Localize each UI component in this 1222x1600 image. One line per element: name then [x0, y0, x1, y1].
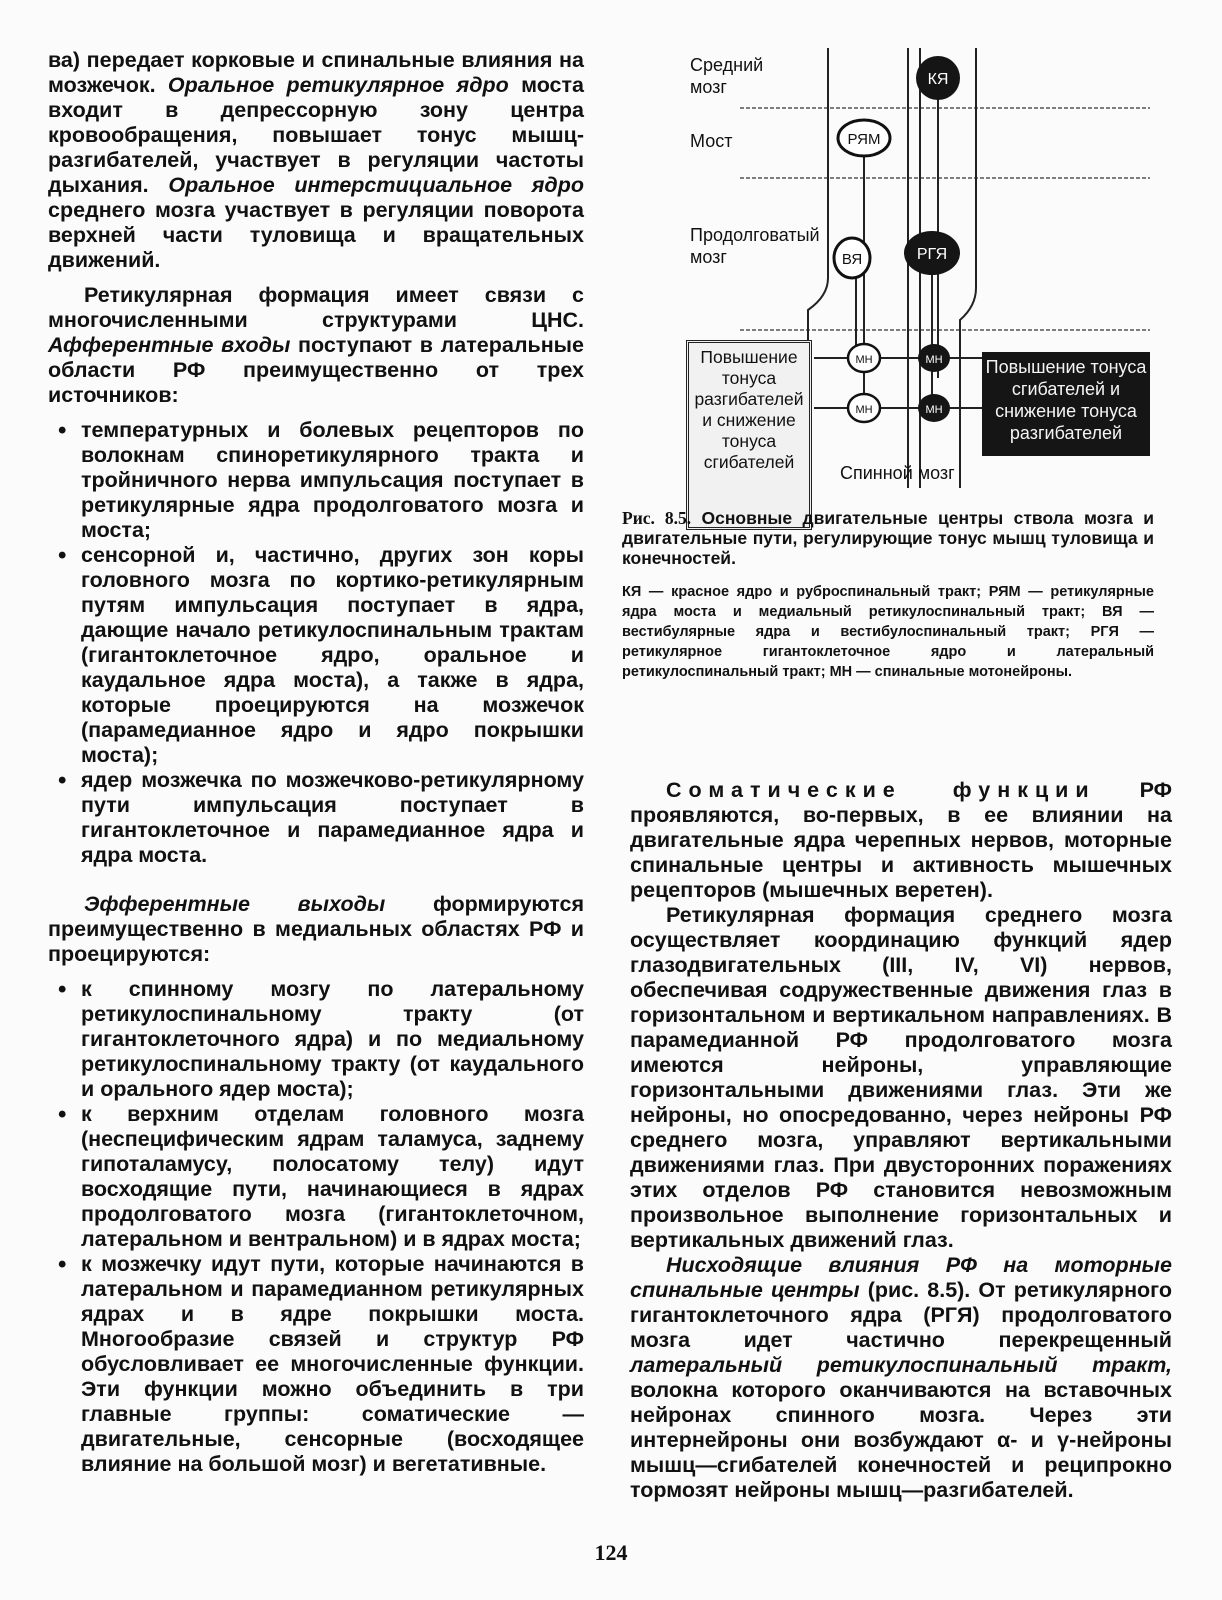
figure-legend: КЯ — красное ядро и руброспинальный тракт; РЯМ — ретикулярные ядра моста и медиальный ретикулоспинальный тракт; ВЯ — вестибулярные ядра и вестибулоспинальный тракт; РГЯ — ретикулярное гигантоклеточное ядро и латеральный ретикулоспинальный тракт; МН — спинальные мотонейроны. [622, 584, 1154, 680]
term: Оральное ретикулярное ядро [167, 73, 509, 97]
text: волокна которого оканчиваются на вставочных нейронах спинного мозга. Через эти интернейроны они возбуждают α- и γ-нейроны мышц—сгибателей конечностей и реципрокно тормозят нейроны мышц—разгибателей. [630, 1378, 1172, 1502]
mn-label: МН [855, 404, 873, 416]
term: Соматические функции [666, 778, 1096, 802]
effect-box-flexors: Повышение тонуса сгибателей и снижение тонуса разгибателей [982, 352, 1150, 456]
text: Ретикулярная формация имеет связи с многочисленными структурами ЦНС. [48, 283, 584, 332]
left-column [48, 48, 584, 1477]
paragraph [630, 1253, 1172, 1503]
text: поступают в латеральные области РФ преимущественно от трех источников: [48, 333, 584, 407]
list-item: • к верхним отделам головного мозга (неспецифическим ядрам таламуса, заднему гипоталамусу, полосатому телу) идут восходящие пути, начинающиеся в ядрах продолговатого мозга (гигантоклеточном, латеральном и вентральном) и в ядрах моста; [48, 1102, 584, 1252]
term: Оральное интерстициальное ядро [168, 173, 584, 197]
figure-label: Рис. 8.5. [622, 508, 692, 528]
mn-label: МН [855, 354, 873, 366]
list-item: • сенсорной и, частично, других зон коры головного мозга по кортико-ретикулярным путям импульсация поступает в ядра, дающие начало ретикулоспинальным трактам (гигантоклеточное ядро, оральное и каудальное ядра моста), а также в ядра, которые проецируются на мозжечок (парамедианное ядро и ядро покрышки моста); [48, 543, 584, 768]
ryam-label: РЯМ [847, 131, 881, 148]
efferent-list [48, 977, 584, 1477]
term: Афферентные входы [48, 333, 291, 357]
level-label-pons: Мост [690, 131, 733, 151]
figure-8-5 [680, 48, 1180, 498]
vya-label: ВЯ [841, 251, 863, 268]
term: латеральный ретикулоспинальный тракт, [630, 1353, 1172, 1377]
list-item: • температурных и болевых рецепторов по волокнам спиноретикулярного тракта и тройничного нерва импульсация поступает в ретикулярные ядра продолговатого мозга и моста; [48, 418, 584, 543]
caption-text: Основные двигательные центры ствола мозга и двигательные пути, регулирующие тонус мышц туловища и конечностей. [622, 508, 1154, 568]
paragraph [48, 48, 584, 273]
paragraph [630, 778, 1172, 903]
figure-caption [622, 508, 1154, 568]
text: формируются преимущественно в медиальных областях РФ и проецируются: [48, 892, 584, 966]
term: Эфферентные выходы [84, 892, 386, 916]
right-column [630, 778, 1172, 1503]
text: РФ проявляются, во-первых, в ее влиянии на двигательные ядра черепных нервов, моторные спинальные центры и активность мышечных рецепторов (мышечных веретен). [630, 778, 1172, 902]
mn-label: МН [925, 354, 943, 366]
paragraph [48, 283, 584, 408]
term: Нисходящие влияния РФ на моторные спинальные центры [630, 1253, 1172, 1302]
page-number: 124 [594, 1540, 628, 1565]
level-label-midbrain: Средний мозг [690, 55, 764, 97]
paragraph: Ретикулярная формация среднего мозга осуществляет координацию функций ядер глазодвигательных (III, IV, VI) нервов, обеспечивая содружественные движения глаз в горизонтальном и вертикальном направлениях. В парамедианной РФ продолговатого мозга имеются нейроны, управляющие горизонтальными движениями глаз. Эти же нейроны, но опосредованно, через нейроны РФ среднего мозга, управляют вертикальными движениями глаз. При двусторонних поражениях этих отделов РФ становится невозможным произвольное выполнение горизонтальных и вертикальных движений глаз. [630, 903, 1172, 1252]
list-item: • к спинному мозгу по латеральному ретикулоспинальному тракту (от гигантоклеточного ядра) и по медиальному ретикулоспинальному тракту (от каудального и орального ядер моста); [48, 977, 584, 1102]
list-item: • ядер мозжечка по мозжечково-ретикулярному пути импульсация поступает в гигантоклеточное и парамедианное ядра и ядра моста. [48, 768, 584, 868]
list-item: • к мозжечку идут пути, которые начинаются в латеральном и парамедианном ретикулярных ядрах и в ядре покрышки моста. Многообразие связей и структур РФ обусловливает ее многочисленные функции. Эти функции можно объединить в три главные группы: соматические — двигательные, сенсорные (восходящее влияние на большой мозг) и вегетативные. [48, 1252, 584, 1477]
text: (рис. 8.5). От ретикулярного гигантоклеточного ядра (РГЯ) продолговатого мозга идет частично перекрещенный [630, 1278, 1172, 1352]
paragraph [48, 892, 584, 967]
effect-box-extensors: Повышение тонуса разгибателей и снижение тонуса сгибателей [686, 340, 812, 530]
level-label-spinal: Спинной мозг [840, 463, 955, 483]
text: моста входит в депрессорную зону центра кровообращения, повышает тонус мышц-разгибателей, участвует в регуляции частоты дыхания. [48, 73, 584, 197]
rgya-label: РГЯ [916, 246, 948, 263]
ky-label: КЯ [927, 71, 949, 88]
afferent-list [48, 418, 584, 868]
text: среднего мозга участвует в регуляции поворота верхней части туловища и вращательных движений. [48, 198, 584, 272]
level-label-medulla: Продолговатый мозг [690, 225, 820, 267]
text: ва) передает корковые и спинальные влияния на мозжечок. [48, 48, 584, 97]
mn-label: МН [925, 404, 943, 416]
